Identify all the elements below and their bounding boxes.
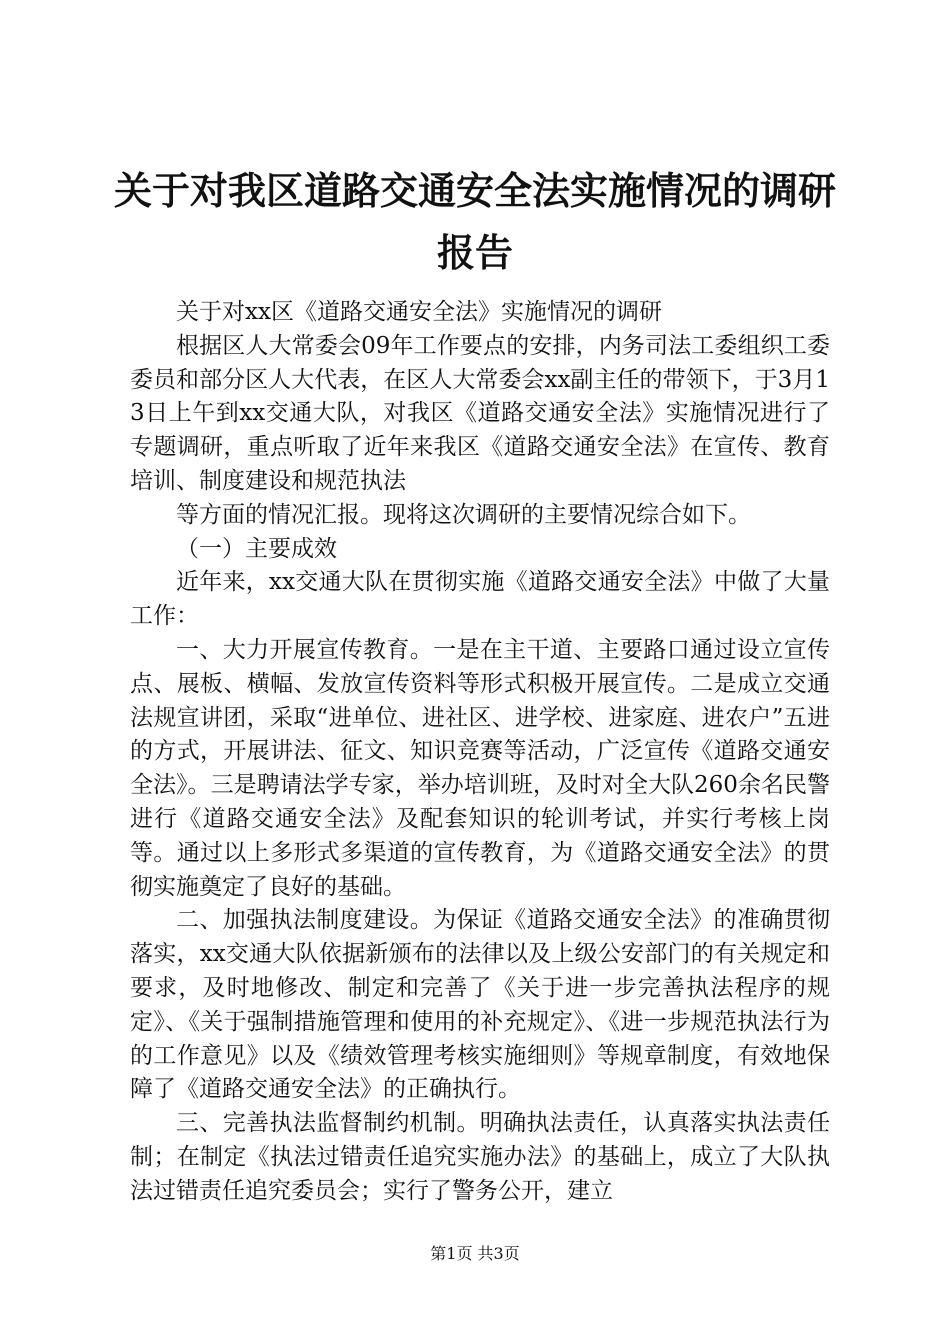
document-body: [130, 296, 830, 1209]
paragraph-item-2: 二、加强执法制度建设。为保证《道路交通安全法》的准确贯彻落实，xx交通大队依据新颁布的法律以及上级公安部门的有关规定和要求，及时地修改、制定和完善了《关于进一步完善执法程序的规定》、《关于强制措施管理和使用的补充规定》、《进一步规范执法行为的工作意见》以及《绩效管理考核实施细则》等规章制度，有效地保障了《道路交通安全法》的正确执行。: [130, 907, 830, 1103]
section-heading: （一）主要成效: [176, 535, 337, 562]
document-title: 关于对我区道路交通安全法实施情况的调研报告: [113, 168, 836, 275]
paragraph-overview: 近年来，xx交通大队在贯彻实施《道路交通安全法》中做了大量工作：: [130, 569, 830, 630]
paragraph-intro-continued: 等方面的情况汇报。现将这次调研的主要情况综合如下。: [176, 501, 751, 528]
page-footer: 第1页 共3页: [430, 1244, 520, 1263]
paragraph-item-1: 一、大力开展宣传教育。一是在主干道、主要路口通过设立宣传点、展板、横幅、发放宣传资料等形式积极开展宣传。二是成立交通法规宣讲团，采取“进单位、进社区、进学校、进家庭、进农户”五进的方式，开展讲法、征文、知识竞赛等活动，广泛宣传《道路交通安全法》。三是聘请法学专家，举办培训班，及时对全大队260余名民警进行《道路交通安全法》及配套知识的轮训考试，并实行考核上岗等。通过以上多形式多渠道的宣传教育，为《道路交通安全法》的贯彻实施奠定了良好的基础。: [130, 636, 830, 900]
paragraph-item-3: 三、完善执法监督制约机制。明确执法责任，认真落实执法责任制；在制定《执法过错责任追究实施办法》的基础上，成立了大队执法过错责任追究委员会；实行了警务公开，建立: [130, 1110, 830, 1204]
paragraph-subtitle: 关于对xx区《道路交通安全法》实施情况的调研: [176, 299, 662, 325]
paragraph-intro: 根据区人大常委会09年工作要点的安排，内务司法工委组织工委委员和部分区人大代表，在区人大常委会xx副主任的带领下，于3月13日上午到xx交通大队，对我区《道路交通安全法》实施情况进行了专题调研，重点听取了近年来我区《道路交通安全法》在宣传、教育培训、制度建设和规范执法: [130, 332, 830, 494]
